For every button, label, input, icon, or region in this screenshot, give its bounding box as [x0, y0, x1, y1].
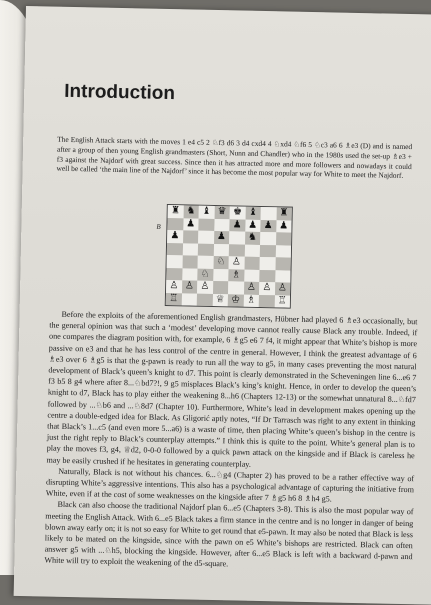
board-square: ♖	[166, 292, 182, 305]
board-square	[259, 294, 275, 307]
board-square: ♖	[274, 295, 290, 308]
diagram-label: B	[156, 222, 161, 231]
board-square	[213, 268, 229, 281]
board-square	[182, 268, 198, 281]
board-square: ♟	[214, 231, 230, 244]
board-square	[214, 218, 230, 231]
board-square: ♙	[197, 281, 213, 294]
board-square	[229, 231, 245, 244]
intro-paragraph	[56, 135, 412, 182]
board-square: ♟	[229, 219, 245, 232]
page-title: Introduction	[64, 80, 176, 105]
board-square: ♟	[260, 219, 276, 232]
board-square: ♞	[245, 232, 261, 245]
board-square	[260, 232, 276, 245]
board-square: ♙	[166, 280, 182, 293]
board-square	[198, 218, 214, 231]
board-square	[198, 231, 214, 244]
board-square	[167, 243, 183, 256]
board-square: ♙	[229, 256, 245, 269]
board-square: ♙	[275, 282, 291, 295]
board-square: ♝	[245, 207, 261, 220]
board-square	[261, 207, 277, 220]
board-square	[275, 257, 291, 270]
board-square: ♗	[243, 294, 259, 307]
chess-diagram	[165, 204, 293, 309]
board-square: ♙	[259, 282, 275, 295]
board-square	[244, 244, 260, 257]
board-square: ♜	[168, 205, 184, 218]
board-square	[259, 269, 275, 282]
board-square: ♟	[276, 220, 292, 233]
board-square	[213, 281, 229, 294]
board-square	[181, 293, 197, 306]
board-square: ♘	[197, 268, 213, 281]
board-square	[197, 293, 213, 306]
paragraph: Black can also choose the traditional Najdorf plan 6...e5 (Chapters 3-8). This is also the most popular way of meeting the English Attack. With 6...e5 Black takes a firm stance in the centre and is no longer in danger of being blown away early on; it is not so easy for White to get round that e5-pawn. It may also be noted that Black is less likely to be mated on the kingside, since with the pawn on e5 White’s bishops are restricted. Black can often answer g5 with ...♘h5, blocking the kingside. However, after 6...e5 Black is left with a backward d-pawn and White will try to exploit the weakening of the d5-square.	[44, 500, 414, 569]
paragraph: Naturally, Black is not without his chances. 6...♘g4 (Chapter 2) has proved to be a rather effective way of disrupting White’s aggressive intentions. This also has a psychological advantage of capturing the initiative from White, even if at the cost of some weaknesses on the kingside after 7 ♗g5 h6 8 ♗h4 g5.	[45, 466, 415, 504]
board-square	[213, 243, 229, 256]
board-square	[244, 269, 260, 282]
board-square: ♙	[244, 282, 260, 295]
board-square	[198, 256, 214, 269]
board-square	[183, 230, 199, 243]
paragraph: Before the exploits of the aforementioned English grandmasters, Hübner had played 6 ♗e3 occasionally, but the general opinion was that such a ‘modest’ developing move cannot really cause Black any trouble. Indeed, if one compares the diagram position with, for example, 6 ♗g5 e6 7 f4, it might appear that White’s bishop is more passive on e3 and that he has less control of the centre in general. However, I think the greatest advantage of 6 ♗e3 over 6 ♗g5 is that the g-pawn is ready to run all the way to g5, in many cases preventing the most natural development of Black’s queen’s knight to d7. This point is clearly demonstrated in the Scheveningen line 6...e6 7 f3 b5 8 g4 where after 8...♘bd7?!, 9 g5 misplaces Black’s king’s knight. Hence, in order to develop the queen’s knight to d7, Black has to play either the weakening 8...h6 (Chapters 12-13) or the somewhat unnatural 8...♘fd7 followed by ...♘b6 and ...♘8d7 (Chapter 10). Furthermore, White’s lead in development makes opening up the centre a double-edged idea for Black. As Gligorić aptly notes, “If Dr Tarrasch was right to any extent in thinking that Black’s 1...c5 (and even more 5...a6) is a waste of time, then placing White’s queen’s bishop in the centre is just the right reply to Black’s counterplay attempts.” I think this is quite to the point. White’s general plan is to play the moves f3, g4, ♕d2, 0-0-0 followed by a quick pawn attack on the kingside and if Black is careless he may be easily crushed if he hesitates in generating counterplay.	[46, 309, 418, 469]
board-square: ♕	[212, 293, 228, 306]
board-square	[229, 244, 245, 257]
board-square	[198, 243, 214, 256]
board-square	[275, 270, 291, 283]
board-square: ♟	[183, 218, 199, 231]
board-square	[276, 232, 292, 245]
board-square	[166, 268, 182, 281]
board-square	[167, 218, 183, 231]
board-square	[260, 244, 276, 257]
board-square	[228, 281, 244, 294]
book-page	[14, 6, 431, 605]
intro-text: The English Attack starts with the moves 1 e4 c5 2 ♘f3 d6 3 d4 cxd4 4 ♘xd4 ♘f6 5 ♘c3 a6 6 ♗e3 (D) and is named after a group of then young English grandmasters (Short, Nunn and Chandler) who in the 1980s used the set-up ♗e3 + f3 against the Najdorf with great success. Since then it has attracted more and more followers and nowadays it could well be called ‘the main line of the Najdorf’ since it has become the most popular way for White to meet the Najdorf.	[56, 134, 413, 181]
board-square	[244, 257, 260, 270]
board-square: ♜	[276, 207, 292, 220]
board-square: ♝	[199, 206, 215, 219]
board-square: ♗	[228, 269, 244, 282]
board-square	[182, 255, 198, 268]
board-square: ♞	[183, 205, 199, 218]
board-square	[275, 245, 291, 258]
board-square	[182, 243, 198, 256]
board-square: ♘	[213, 256, 229, 269]
board-square	[260, 257, 276, 270]
board-square: ♟	[245, 219, 261, 232]
board-square: ♚	[230, 206, 246, 219]
body-text	[44, 309, 417, 574]
board-square: ♛	[214, 206, 230, 219]
board-square	[167, 255, 183, 268]
board-square: ♙	[182, 280, 198, 293]
board-square: ♔	[228, 294, 244, 307]
board-square: ♟	[167, 230, 183, 243]
